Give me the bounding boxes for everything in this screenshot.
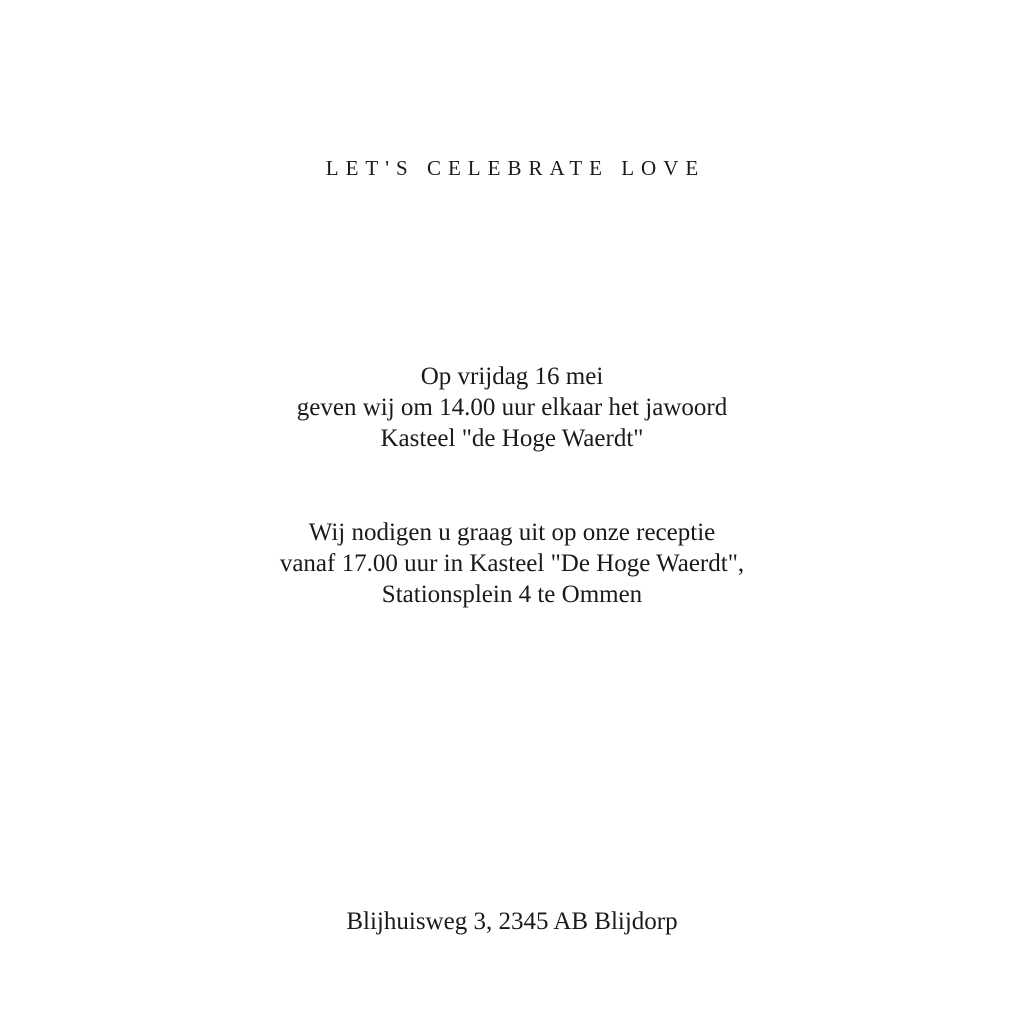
tagline-heading: LET'S CELEBRATE LOVE <box>325 156 706 180</box>
ceremony-time-line: geven wij om 14.00 uur elkaar het jawoord <box>296 394 728 421</box>
reception-location-line: Stationsplein 4 te Ommen <box>381 581 643 608</box>
reception-time-venue-line: vanaf 17.00 uur in Kasteel "De Hoge Waerdt", <box>279 550 745 577</box>
ceremony-date-line: Op vrijdag 16 mei <box>420 363 604 390</box>
ceremony-details <box>0 361 1024 454</box>
ceremony-venue-line: Kasteel "de Hoge Waerdt" <box>380 425 644 452</box>
return-address: Blijhuisweg 3, 2345 AB Blijdorp <box>346 908 678 935</box>
reception-invite-line: Wij nodigen u graag uit op onze receptie <box>308 519 716 546</box>
reception-details <box>0 517 1024 610</box>
